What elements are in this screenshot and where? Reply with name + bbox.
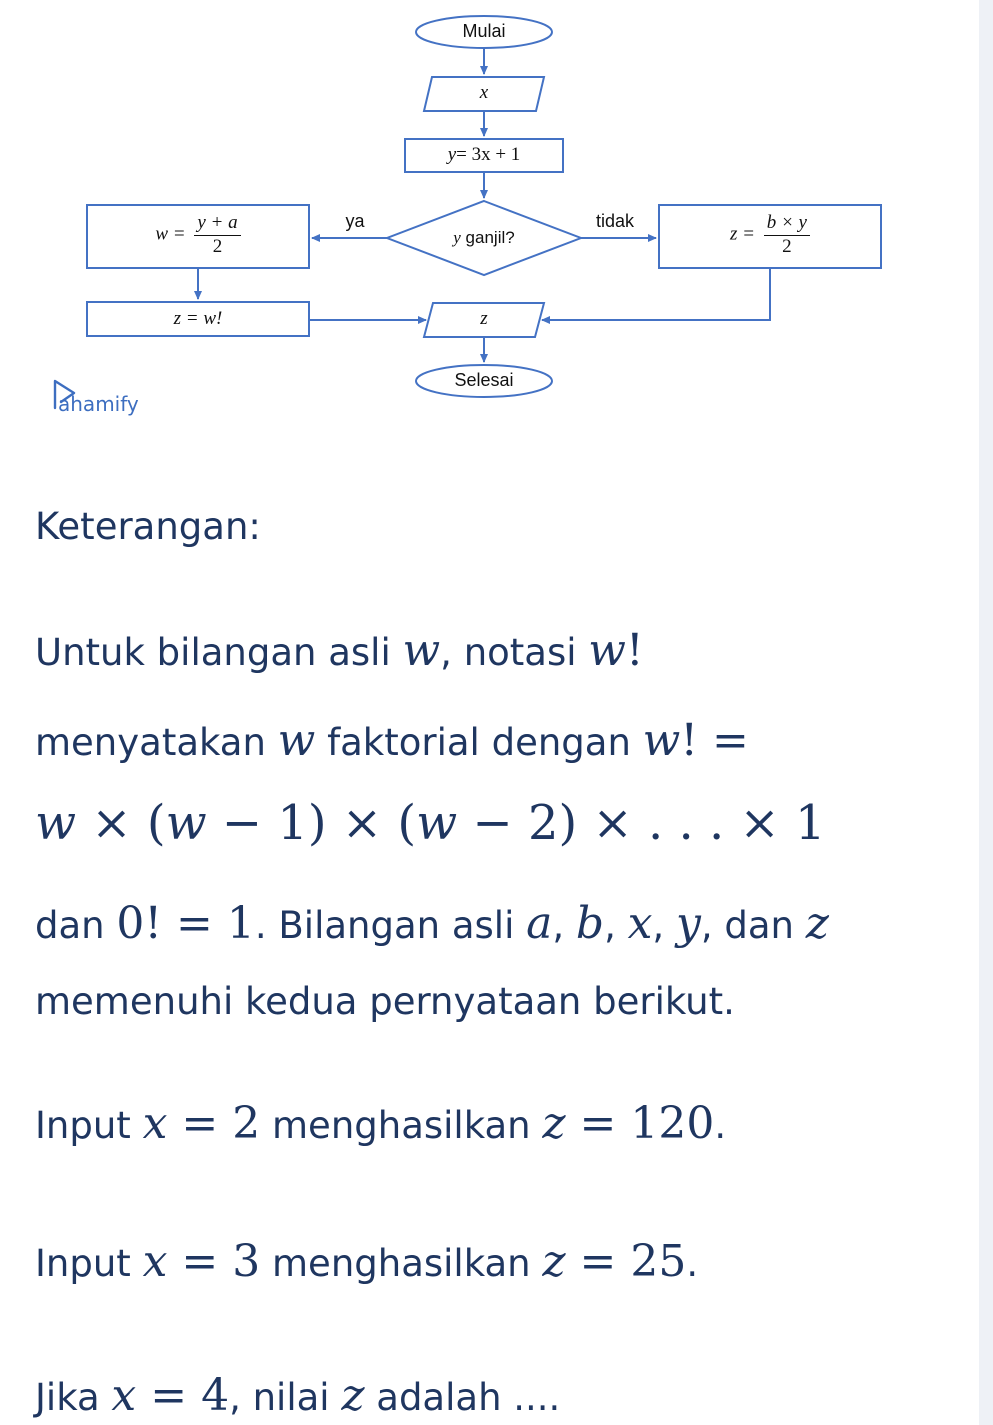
process-y-lhs: y [447, 144, 457, 165]
statement-2: Input x = 3 menghasilkan z = 25. [35, 1236, 699, 1287]
logo-text: ahamify [58, 392, 139, 416]
heading-keterangan: Keterangan: [35, 505, 261, 548]
definition-line-2: menyatakan w faktorial dengan w! = [35, 715, 749, 766]
branch-no-label: tidak [595, 211, 635, 231]
process-y-label [405, 144, 563, 166]
decision-text: ganjil? [460, 228, 515, 247]
branch-yes-label: ya [345, 211, 365, 231]
input-label [424, 82, 544, 104]
statement-1: Input x = 2 menghasilkan z = 120. [35, 1098, 727, 1149]
process-z-fraction: $\frac{b \times y}{2}$ [764, 212, 810, 258]
process-w-lhs: w = [155, 223, 186, 245]
flowchart-diagram [0, 0, 979, 440]
definition-line-1: Untuk bilangan asli w, notasi w! [35, 625, 644, 676]
definition-line-5: memenuhi kedua pernyataan berikut. [35, 980, 735, 1023]
factorial-formula: w × (w − 1) × (w − 2) × . . . × 1 [35, 795, 826, 851]
process-z-fraction-label [659, 212, 881, 258]
process-w-fraction: $\frac{y + a}{2}$ [194, 212, 240, 258]
end-label: Selesai [454, 370, 514, 390]
process-z-lhs: z = [730, 223, 755, 245]
decision-label [400, 228, 568, 248]
question: Jika x = 4, nilai z adalah .... [35, 1370, 561, 1421]
process-y-rhs: = 3x + 1 [456, 144, 521, 165]
start-label: Mulai [462, 21, 506, 41]
input-var: x [479, 82, 489, 103]
decision-var: y [453, 228, 461, 247]
process-z-factorial-label: z = w! [173, 308, 223, 329]
output-label: z [480, 308, 488, 329]
definition-line-4: dan 0! = 1. Bilangan asli a, b, x, y, dan z [35, 898, 829, 949]
scrollbar-track[interactable] [979, 0, 993, 1425]
process-w-label [87, 212, 309, 258]
